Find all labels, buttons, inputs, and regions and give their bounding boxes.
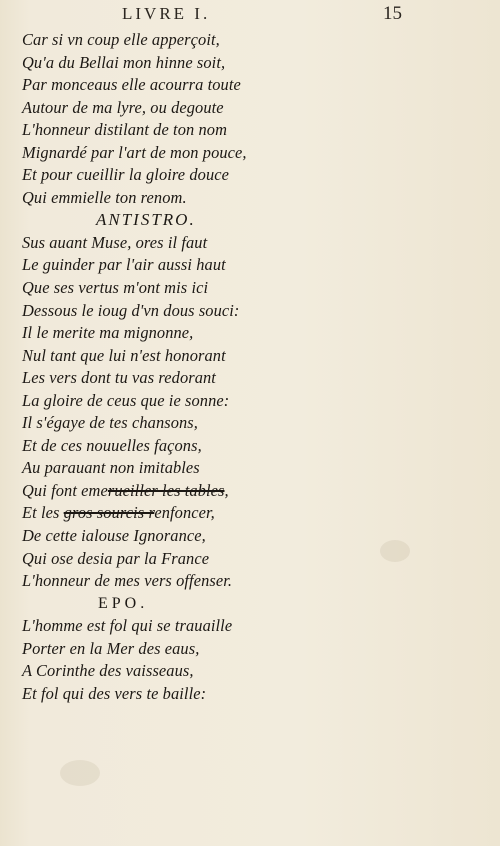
verse-text: Qui font eme	[22, 480, 108, 500]
page-number: 15	[383, 3, 402, 24]
verse-line: Il le merite ma mignonne,	[22, 323, 194, 343]
show-through-text	[300, 18, 500, 708]
stanza-heading: ANTISTRO.	[96, 210, 196, 230]
verse-line: Que ses vertus m'ont mis ici	[22, 278, 209, 298]
verse-line: L'honneur de mes vers offenser.	[22, 571, 233, 591]
paper-stain	[60, 760, 100, 786]
verse-line: A Corinthe des vaisseaus,	[22, 661, 194, 681]
verse-line: Qu'a du Bellai mon hinne soit,	[22, 52, 226, 72]
verse-line: Qui emmielle ton renom.	[22, 187, 187, 207]
verse-line: De cette ialouse Ignorance,	[22, 526, 206, 546]
verse-line: Au parauant non imitables	[22, 458, 200, 478]
struck-through-text: gros sourcis r	[63, 503, 155, 523]
verse-line: Et pour cueillir la gloire douce	[22, 165, 229, 185]
verse-line: La gloire de ceus que ie sonne:	[22, 390, 230, 410]
verse-text: Et les	[22, 503, 64, 523]
verse-line: Le guinder par l'air aussi haut	[22, 255, 226, 275]
verse-line: Sus auant Muse, ores il faut	[22, 232, 208, 252]
verse-line: Nul tant que lui n'est honorant	[22, 345, 226, 365]
verse-line	[22, 502, 302, 525]
verse-line: Car si vn coup elle apperçoit,	[22, 30, 220, 49]
page-header	[22, 4, 402, 28]
verse-line: Mignardé par l'art de mon pouce,	[22, 142, 247, 162]
verse-line: Et de ces nouuelles façons,	[22, 435, 202, 455]
verse-line: L'homme est fol qui se trauaille	[22, 616, 233, 636]
verse-line: Il s'égaye de tes chansons,	[22, 413, 198, 433]
verse-line	[22, 480, 302, 503]
verse-line: Dessous le ioug d'vn dous souci:	[22, 300, 240, 320]
verse-line: L'honneur distilant de ton nom	[22, 120, 228, 140]
verse-text: ,	[224, 480, 229, 500]
verse-line: Les vers dont tu vas redorant	[22, 368, 216, 388]
verse-line: Et fol qui des vers te baille:	[22, 683, 207, 703]
stanza-heading: EPO.	[98, 594, 149, 612]
struck-through-text: rueiller les tables	[107, 480, 225, 500]
running-head: LIVRE I.	[122, 4, 211, 23]
verse-line: Autour de ma lyre, ou degoute	[22, 97, 224, 117]
verse-line: Porter en la Mer des eaus,	[22, 638, 200, 658]
verse-text: enfoncer,	[154, 503, 215, 523]
paper-stain	[380, 540, 410, 562]
verse-line: Qui ose desia par la France	[22, 548, 210, 568]
poem-body	[22, 29, 302, 705]
verse-line: Par monceaus elle acourra toute	[22, 75, 241, 95]
